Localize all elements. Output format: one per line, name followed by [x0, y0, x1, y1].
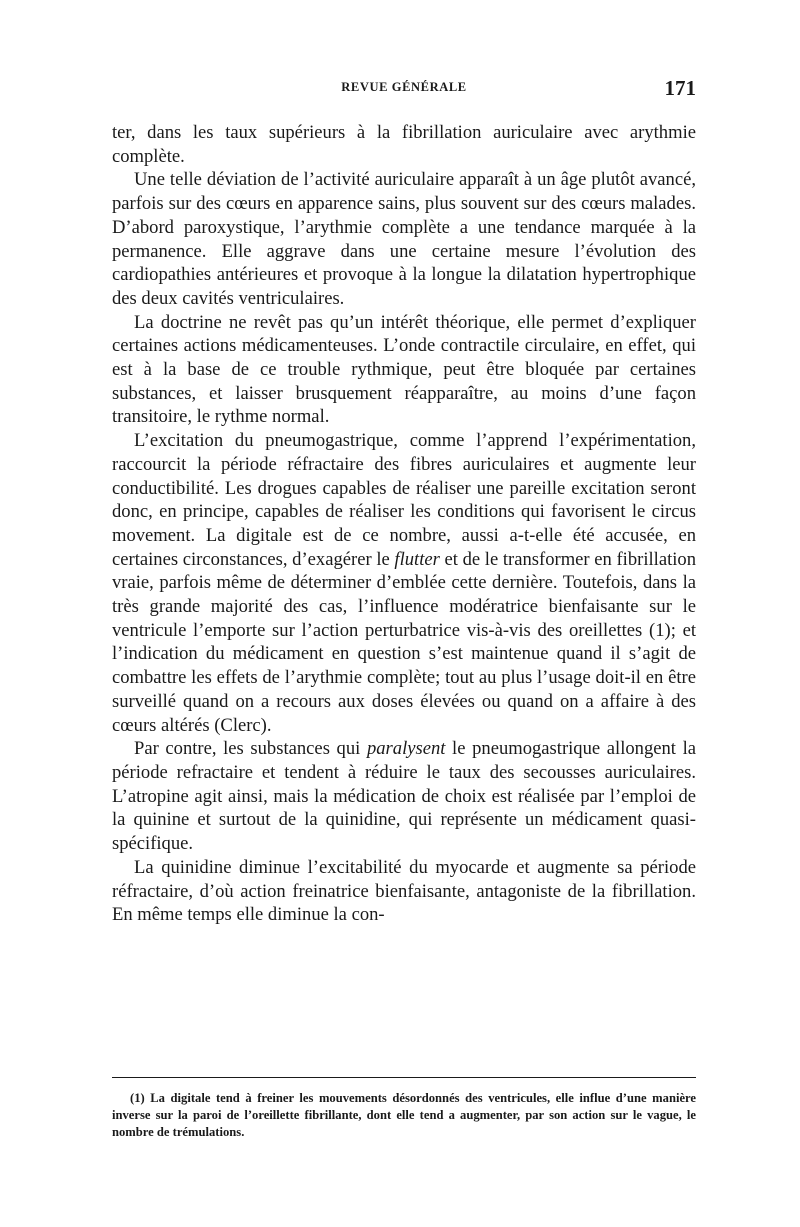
paragraph-text: et de le transformer en fibrillation vraie, parfois même de déterminer d’emblée cette dernière. Toutefois, dans la très grande majorité des cas, l’influence modératrice bienfaisante sur le ventricule l’emporte sur l’action perturbatrice vis-à-vis des oreillettes (1); et l’indication du médicament en question s’est maintenue quand il s’agit de combattre les effets de l’arythmie complète; tout au plus l’usage doit-il en être surveillé quand on a recours aux doses élevées ou quand on a affaire à des cœurs altérés (Clerc).: [112, 548, 696, 736]
emphasis-paralysent: paralysent: [366, 738, 446, 760]
paragraph-vagus-paralysis: [112, 737, 696, 856]
paragraph-doctrine: La doctrine ne revêt pas qu’un intérêt théorique, elle permet d’expliquer certaines actions médicamenteuses. L’onde contractile circulaire, en effet, qui est à la base de ce trouble rythmique, peut être bloquée par certaines substances, et laisser brusquement réapparaître, au moins d’une façon transitoire, le rythme normal.: [112, 311, 696, 428]
running-title: REVUE GÉNÉRALE: [341, 80, 467, 94]
footnote: (1) La digitale tend à freiner les mouvements désordonnés des ventricules, elle influe d’une manière inverse sur la paroi de l’oreillette fibrillante, dont elle tend a augmenter, par son action sur le vague, le nombre de trémulations.: [112, 1091, 696, 1139]
paragraph-atrial-deviation: Une telle déviation de l’activité auriculaire apparaît à un âge plutôt avancé, parfois sur des cœurs en apparence sains, plus souvent sur des cœurs malades. D’abord paroxystique, l’arythmie complète a une tendance marquée à la permanence. Elle aggrave dans une certaine mesure l’évolution des cardiopathies antérieures et provoque à la longue la dilatation hypertrophique des deux cavités ventriculaires.: [112, 169, 696, 309]
page-number: 171: [664, 76, 696, 100]
paragraph-quinidine: La quinidine diminue l’excitabilité du myocarde et augmente sa période réfractaire, d’où action freinatrice bienfaisante, antagoniste de la fibrillation. En même temps elle diminue la con-: [112, 856, 696, 926]
paragraph-text: L’excitation du pneumogastrique, comme l’apprend l’expérimentation, raccourcit la période réfractaire des fibres auriculaires et augmente leur conductibilité. Les drogues capables de réaliser une pareille excitation seront donc, en principe, capables de réaliser les conditions qui favorisent le circus movement. La digitale est de ce nombre, aussi a-t-elle été accusée, en certaines circonstances, d’exagérer le: [112, 430, 696, 570]
running-header: [112, 76, 696, 102]
body-text: [112, 121, 696, 927]
paragraph-continuation: ter, dans les taux supérieurs à la fibrillation auriculaire avec arythmie complète.: [112, 122, 696, 167]
emphasis-flutter: flutter: [394, 548, 440, 570]
footnote-divider: [112, 1077, 696, 1078]
paragraph-text: le pneumogastrique allongent la période refractaire et tendent à réduire le taux des secousses auriculaires. L’atropine agit ainsi, mais la médication de choix est réalisée par l’emploi de la quinine et surtout de la quinidine, qui représente un médicament quasi-spécifique.: [112, 738, 697, 855]
paragraph-text: Par contre, les substances qui: [134, 738, 367, 760]
paragraph-vagus-excitation: [112, 429, 696, 737]
